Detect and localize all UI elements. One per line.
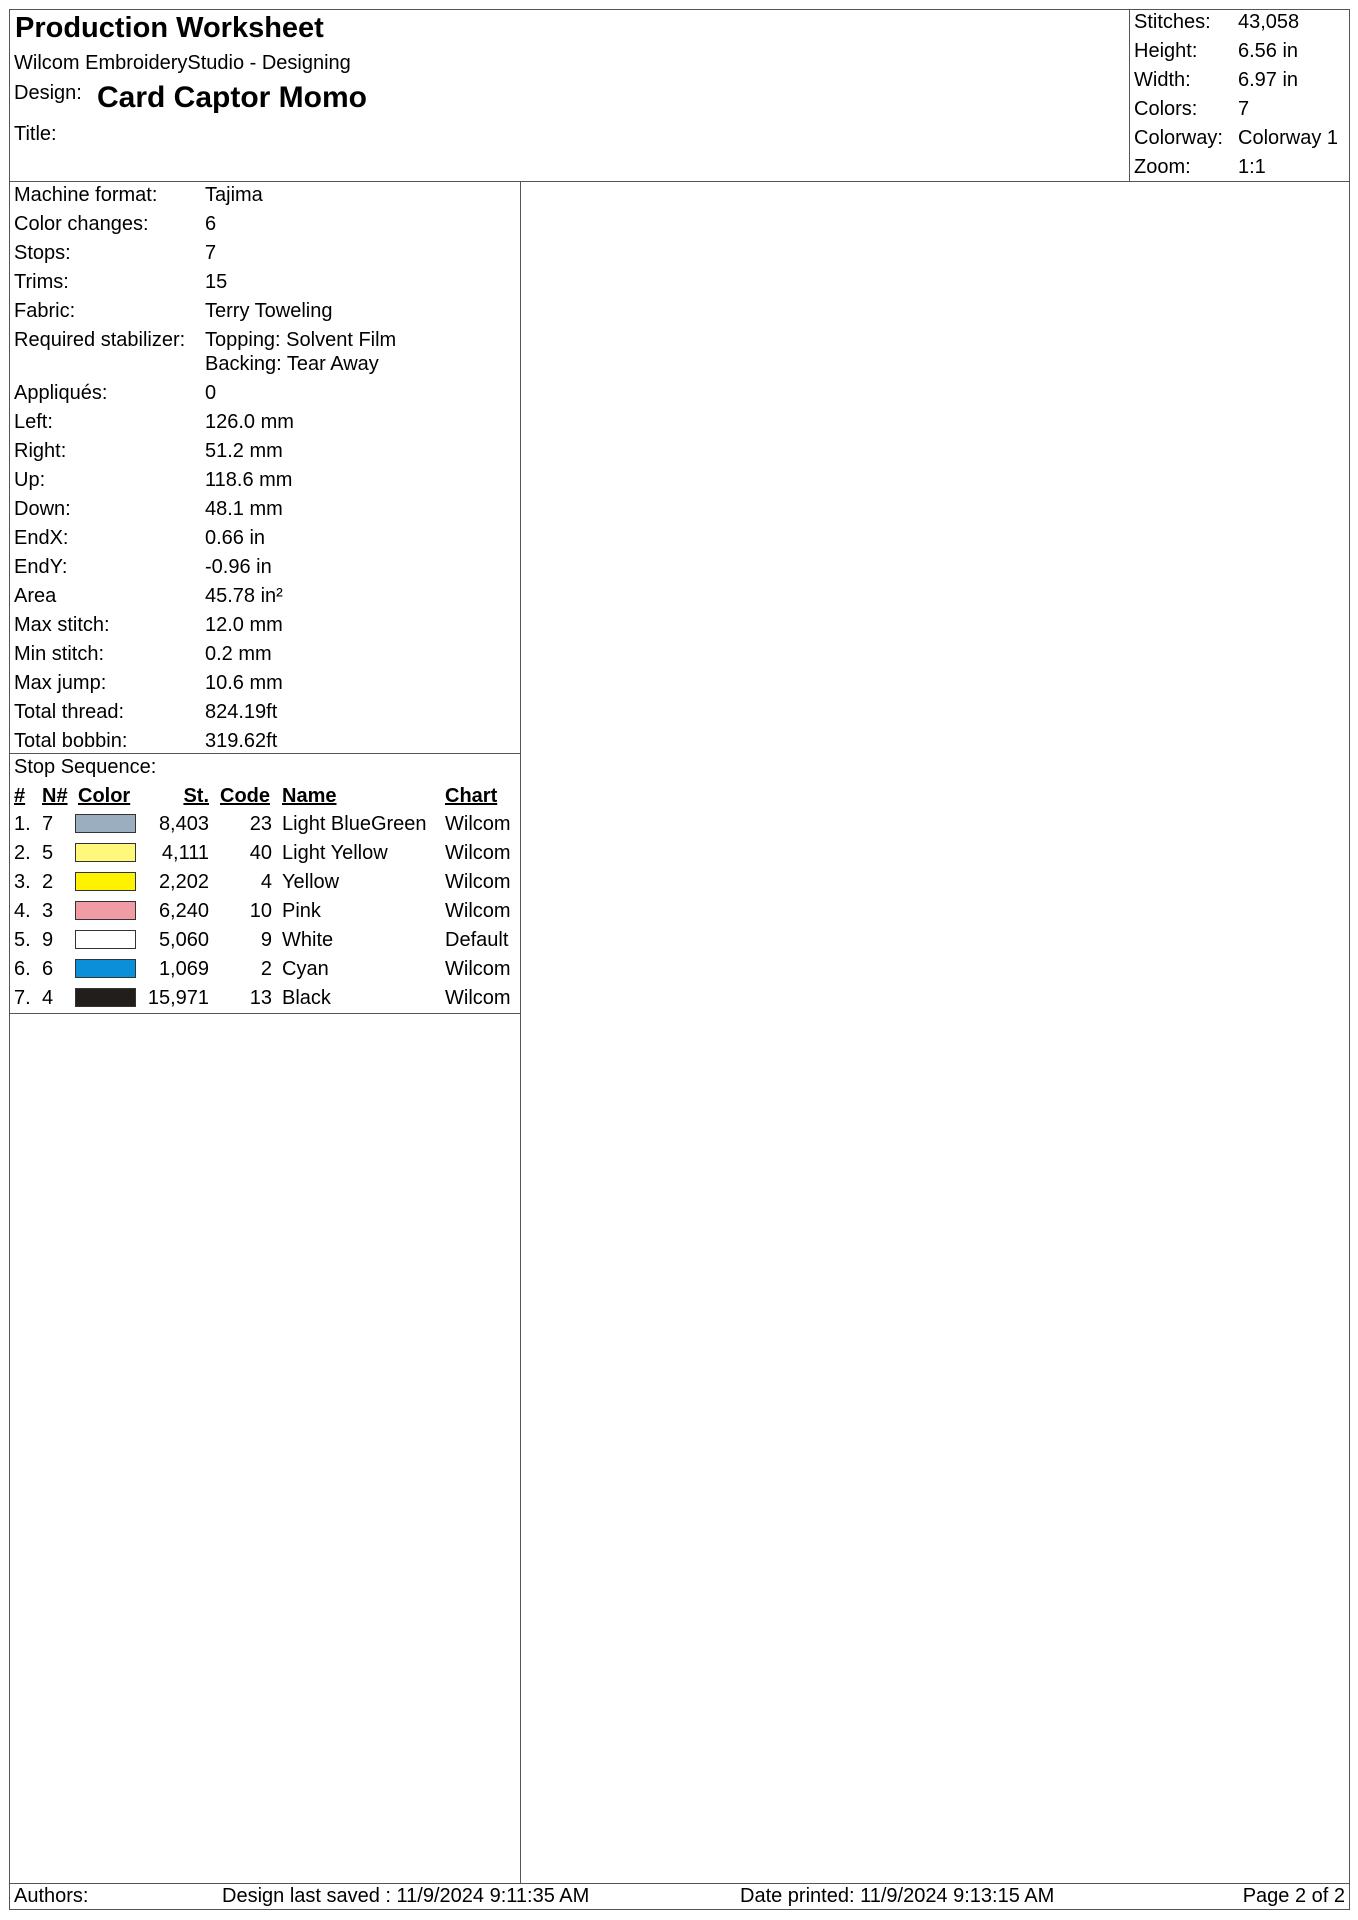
detail-value: 48.1 mm <box>205 498 283 520</box>
page-title: Production Worksheet <box>15 12 324 44</box>
row-num: 4. <box>14 900 31 922</box>
row-stitches: 15,971 <box>147 987 209 1009</box>
detail-label: Left: <box>14 411 53 433</box>
summary-value: 7 <box>1238 98 1250 120</box>
row-needle: 9 <box>42 929 54 951</box>
detail-label: Area <box>14 585 57 607</box>
detail-value: 0.2 mm <box>205 643 272 665</box>
summary-label: Height: <box>1134 40 1198 62</box>
row-stitches: 8,403 <box>158 813 209 835</box>
summary-label: Colors: <box>1134 98 1198 120</box>
details-divider <box>9 753 520 754</box>
row-name: White <box>282 929 334 951</box>
summary-label: Colorway: <box>1134 127 1223 149</box>
detail-value: Tajima <box>205 184 263 206</box>
color-swatch <box>75 814 136 833</box>
footer-page: Page 2 of 2 <box>1242 1885 1345 1907</box>
sequence-divider <box>9 1013 520 1014</box>
detail-label: Trims: <box>14 271 69 293</box>
row-chart: Wilcom <box>445 900 511 922</box>
summary-value: Colorway 1 <box>1238 127 1339 149</box>
row-chart: Wilcom <box>445 987 511 1009</box>
detail-label: Machine format: <box>14 184 158 206</box>
detail-value: 0 <box>205 382 217 404</box>
detail-value: 6 <box>205 213 217 235</box>
row-stitches: 5,060 <box>158 929 209 951</box>
detail-value: 319.62ft <box>205 730 278 752</box>
detail-value: 12.0 mm <box>205 614 283 636</box>
design-name: Card Captor Momo <box>97 81 367 114</box>
row-stitches: 6,240 <box>158 900 209 922</box>
row-chart: Default <box>445 929 509 951</box>
row-name: Black <box>282 987 331 1009</box>
row-code: 2 <box>260 958 272 980</box>
row-code: 13 <box>249 987 272 1009</box>
row-num: 6. <box>14 958 31 980</box>
col-header-code: Code <box>220 785 270 807</box>
column-divider <box>520 181 521 1883</box>
summary-divider <box>1129 9 1130 181</box>
row-needle: 5 <box>42 842 54 864</box>
detail-value: 45.78 in² <box>205 585 283 607</box>
summary-label: Zoom: <box>1134 156 1191 178</box>
worksheet-frame <box>9 9 1350 1910</box>
row-stitches: 1,069 <box>158 958 209 980</box>
row-name: Pink <box>282 900 321 922</box>
row-name: Yellow <box>282 871 340 893</box>
col-header-color: Color <box>78 785 131 807</box>
header-divider <box>9 181 1350 182</box>
row-stitches: 2,202 <box>158 871 209 893</box>
detail-label: Required stabilizer: <box>14 329 186 351</box>
detail-value: Topping: Solvent Film <box>205 329 397 351</box>
detail-value: Terry Toweling <box>205 300 333 322</box>
row-stitches: 4,111 <box>161 842 209 864</box>
detail-value: 118.6 mm <box>205 469 293 491</box>
row-num: 5. <box>14 929 31 951</box>
detail-label: EndX: <box>14 527 69 549</box>
detail-label: Right: <box>14 440 67 462</box>
detail-label: Stops: <box>14 242 71 264</box>
software-name: Wilcom EmbroideryStudio - Designing <box>14 52 351 74</box>
detail-label: Min stitch: <box>14 643 105 665</box>
detail-value: 0.66 in <box>205 527 266 549</box>
detail-value: 10.6 mm <box>205 672 283 694</box>
design-label: Design: <box>14 82 82 104</box>
row-code: 4 <box>260 871 272 893</box>
summary-label: Width: <box>1134 69 1191 91</box>
row-code: 9 <box>260 929 272 951</box>
detail-label: Max jump: <box>14 672 107 694</box>
row-num: 1. <box>14 813 31 835</box>
col-header-name: Name <box>282 785 337 807</box>
detail-label: Total thread: <box>14 701 125 723</box>
detail-label: Appliqués: <box>14 382 108 404</box>
detail-label: Color changes: <box>14 213 149 235</box>
row-num: 7. <box>14 987 31 1009</box>
detail-value: 51.2 mm <box>205 440 283 462</box>
color-swatch <box>75 843 136 862</box>
detail-label: Total bobbin: <box>14 730 128 752</box>
row-num: 3. <box>14 871 31 893</box>
summary-value: 6.97 in <box>1238 69 1299 91</box>
color-swatch <box>75 872 136 891</box>
detail-label: EndY: <box>14 556 68 578</box>
detail-value: 824.19ft <box>205 701 278 723</box>
detail-label: Up: <box>14 469 46 491</box>
footer-authors: Authors: <box>14 1885 89 1907</box>
row-chart: Wilcom <box>445 958 511 980</box>
detail-label: Max stitch: <box>14 614 110 636</box>
summary-value: 1:1 <box>1238 156 1266 178</box>
detail-value: -0.96 in <box>205 556 272 578</box>
detail-label: Fabric: <box>14 300 76 322</box>
color-swatch <box>75 930 136 949</box>
row-name: Light Yellow <box>282 842 388 864</box>
row-chart: Wilcom <box>445 842 511 864</box>
summary-value: 6.56 in <box>1238 40 1299 62</box>
row-chart: Wilcom <box>445 871 511 893</box>
row-needle: 3 <box>42 900 54 922</box>
detail-value: 7 <box>205 242 217 264</box>
row-needle: 4 <box>42 987 54 1009</box>
row-name: Cyan <box>282 958 329 980</box>
detail-value: 126.0 mm <box>205 411 294 433</box>
row-num: 2. <box>14 842 31 864</box>
footer-saved: Design last saved : 11/9/2024 9:11:35 AM <box>222 1885 590 1907</box>
col-header-needle: N# <box>42 785 68 807</box>
row-code: 10 <box>249 900 272 922</box>
stop-sequence-title: Stop Sequence: <box>14 756 157 778</box>
footer-printed: Date printed: 11/9/2024 9:13:15 AM <box>740 1885 1055 1907</box>
col-header-stitches: St. <box>183 785 209 807</box>
color-swatch <box>75 988 136 1007</box>
row-chart: Wilcom <box>445 813 511 835</box>
row-code: 40 <box>249 842 272 864</box>
row-needle: 2 <box>42 871 54 893</box>
footer-divider <box>9 1883 1350 1884</box>
summary-value: 43,058 <box>1238 11 1300 33</box>
row-needle: 6 <box>42 958 54 980</box>
detail-label: Down: <box>14 498 71 520</box>
color-swatch <box>75 901 136 920</box>
color-swatch <box>75 959 136 978</box>
row-code: 23 <box>249 813 272 835</box>
detail-value-secondary: Backing: Tear Away <box>205 353 379 375</box>
title-label: Title: <box>14 123 57 145</box>
summary-label: Stitches: <box>1134 11 1211 33</box>
col-header-chart: Chart <box>445 785 498 807</box>
detail-value: 15 <box>205 271 228 293</box>
col-header-num: # <box>14 785 26 807</box>
row-name: Light BlueGreen <box>282 813 427 835</box>
row-needle: 7 <box>42 813 54 835</box>
